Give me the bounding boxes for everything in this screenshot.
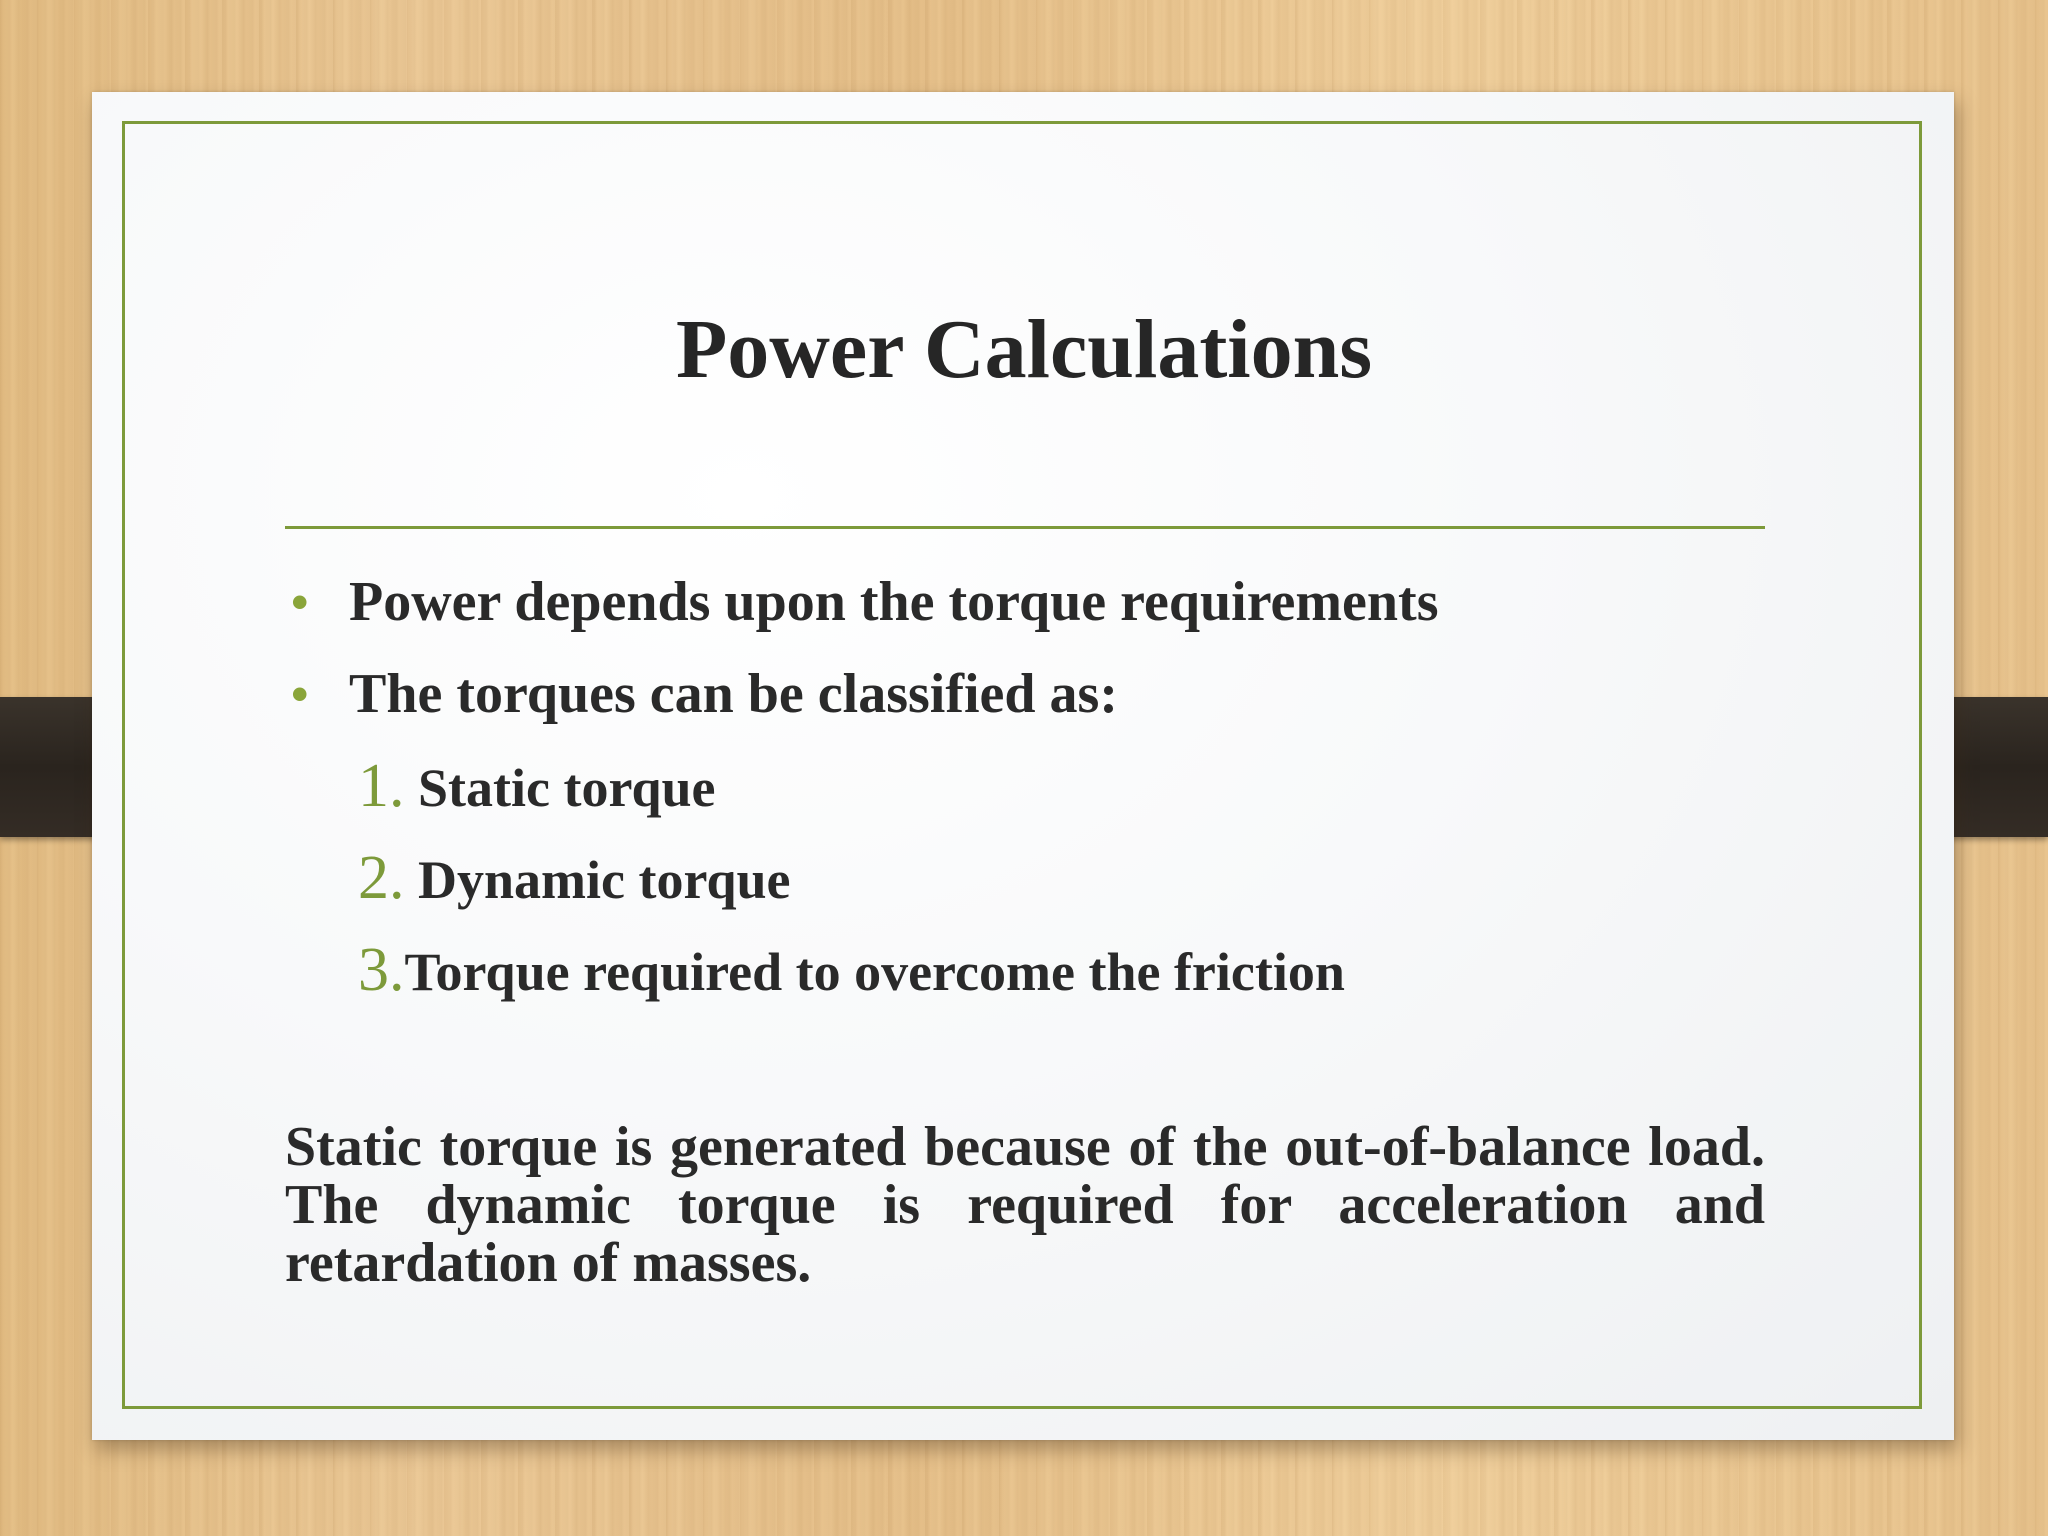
item-text: Torque required to overcome the friction: [404, 942, 1345, 1002]
bullet-item: [285, 648, 1785, 740]
bullet-list: [285, 556, 1785, 740]
bullet-text: The torques can be classified as:: [349, 663, 1118, 725]
bullet-text: Power depends upon the torque requirements: [349, 571, 1439, 633]
numbered-item: [358, 740, 1345, 832]
item-number: 3.: [358, 936, 405, 1004]
numbered-item: [358, 832, 1345, 924]
numbered-item: [358, 924, 1345, 1016]
bullet-dot-icon: •: [291, 666, 309, 722]
bullet-dot-icon: •: [291, 574, 309, 630]
title-divider: [285, 526, 1765, 529]
item-number: 1.: [358, 752, 405, 820]
body-paragraph: Static torque is generated because of the out-of-balance load. The dynamic torque is required for acceleration and retardation of masses.: [285, 1116, 1765, 1294]
item-number: 2.: [358, 844, 405, 912]
item-text: Dynamic torque: [404, 850, 791, 910]
numbered-list: [358, 740, 1345, 1016]
slide-title: Power Calculations: [675, 303, 1373, 396]
item-text: Static torque: [404, 758, 716, 818]
bullet-item: [285, 556, 1785, 648]
